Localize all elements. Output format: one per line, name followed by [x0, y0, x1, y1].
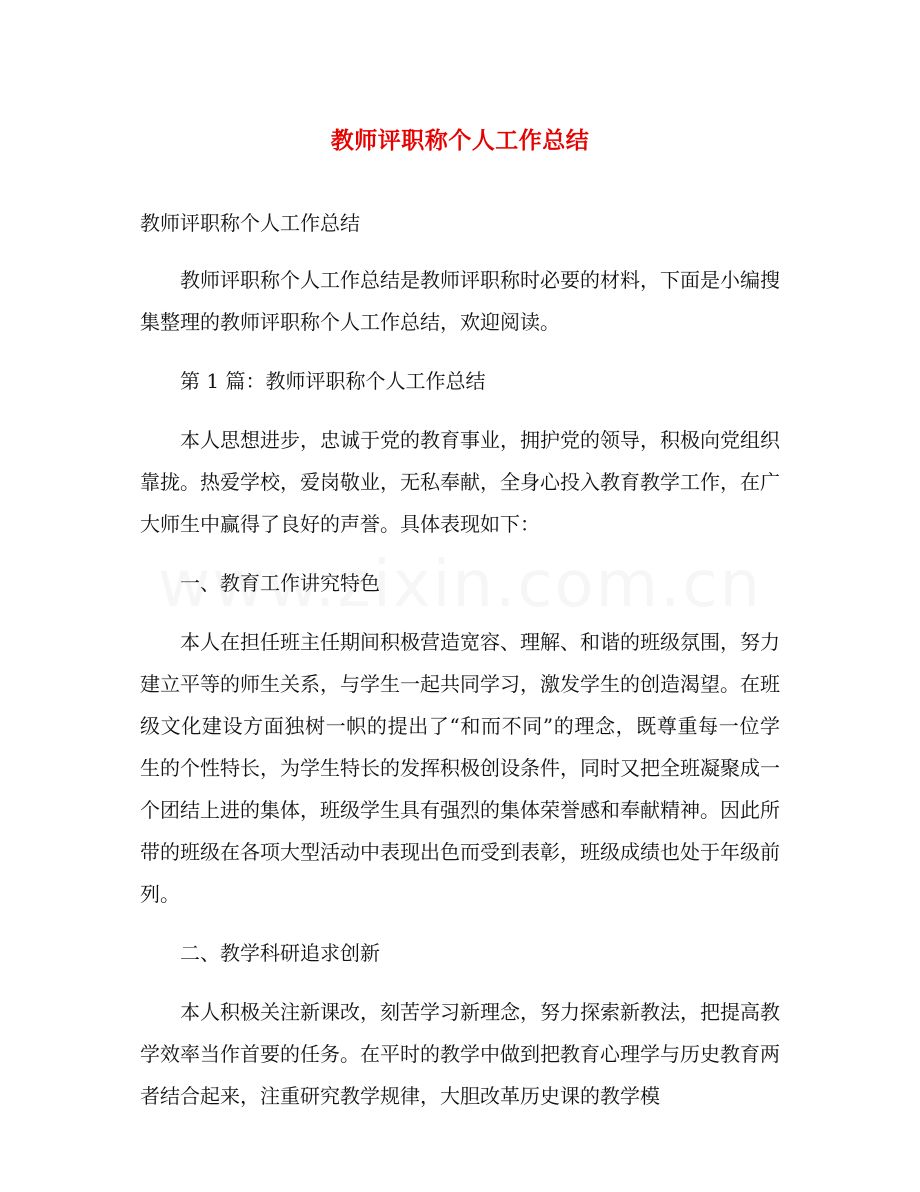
document-body — [140, 202, 780, 1134]
subtitle-paragraph: 教师评职称个人工作总结 — [140, 211, 360, 235]
section-heading: 一、教育工作讲究特色 — [180, 571, 380, 595]
body-paragraph: 本人在担任班主任期间积极营造宽容、理解、和谐的班级氛围，努力建立平等的师生关系，与学生一起共同学习，激发学生的创造渴望。在班级文化建设方面独树一帜的提出了“和而不同”的理念，既尊重每一位学生的个性特长，为学生特长的发挥积极创设条件，同时又把全班凝聚成一个团结上进的集体，班级学生具有强烈的集体荣誉感和奉献精神。因此所带的班级在各项大型活动中表现出色而受到表彰，班级成绩也处于年级前列。 — [140, 630, 780, 906]
section-heading: 第 1 篇：教师评职称个人工作总结 — [180, 369, 486, 393]
body-paragraph: 本人积极关注新课改，刻苦学习新理念，努力探索新教法，把提高教学效率当作首要的任务。在平时的教学中做到把教育心理学与历史教育两者结合起来，注重研究教学规律，大胆改革历史课的教学模 — [140, 1000, 780, 1108]
document-title: 教师评职称个人工作总结 — [330, 127, 590, 154]
body-paragraph: 本人思想进步，忠诚于党的教育事业，拥护党的领导，积极向党组织靠拢。热爱学校，爱岗敬业，无私奉献，全身心投入教育教学工作，在广大师生中赢得了良好的声誉。具体表现如下： — [140, 428, 780, 536]
section-heading: 二、教学科研追求创新 — [180, 941, 380, 965]
intro-paragraph: 教师评职称个人工作总结是教师评职称时必要的材料，下面是小编搜集整理的教师评职称个人工作总结，欢迎阅读。 — [140, 268, 780, 334]
